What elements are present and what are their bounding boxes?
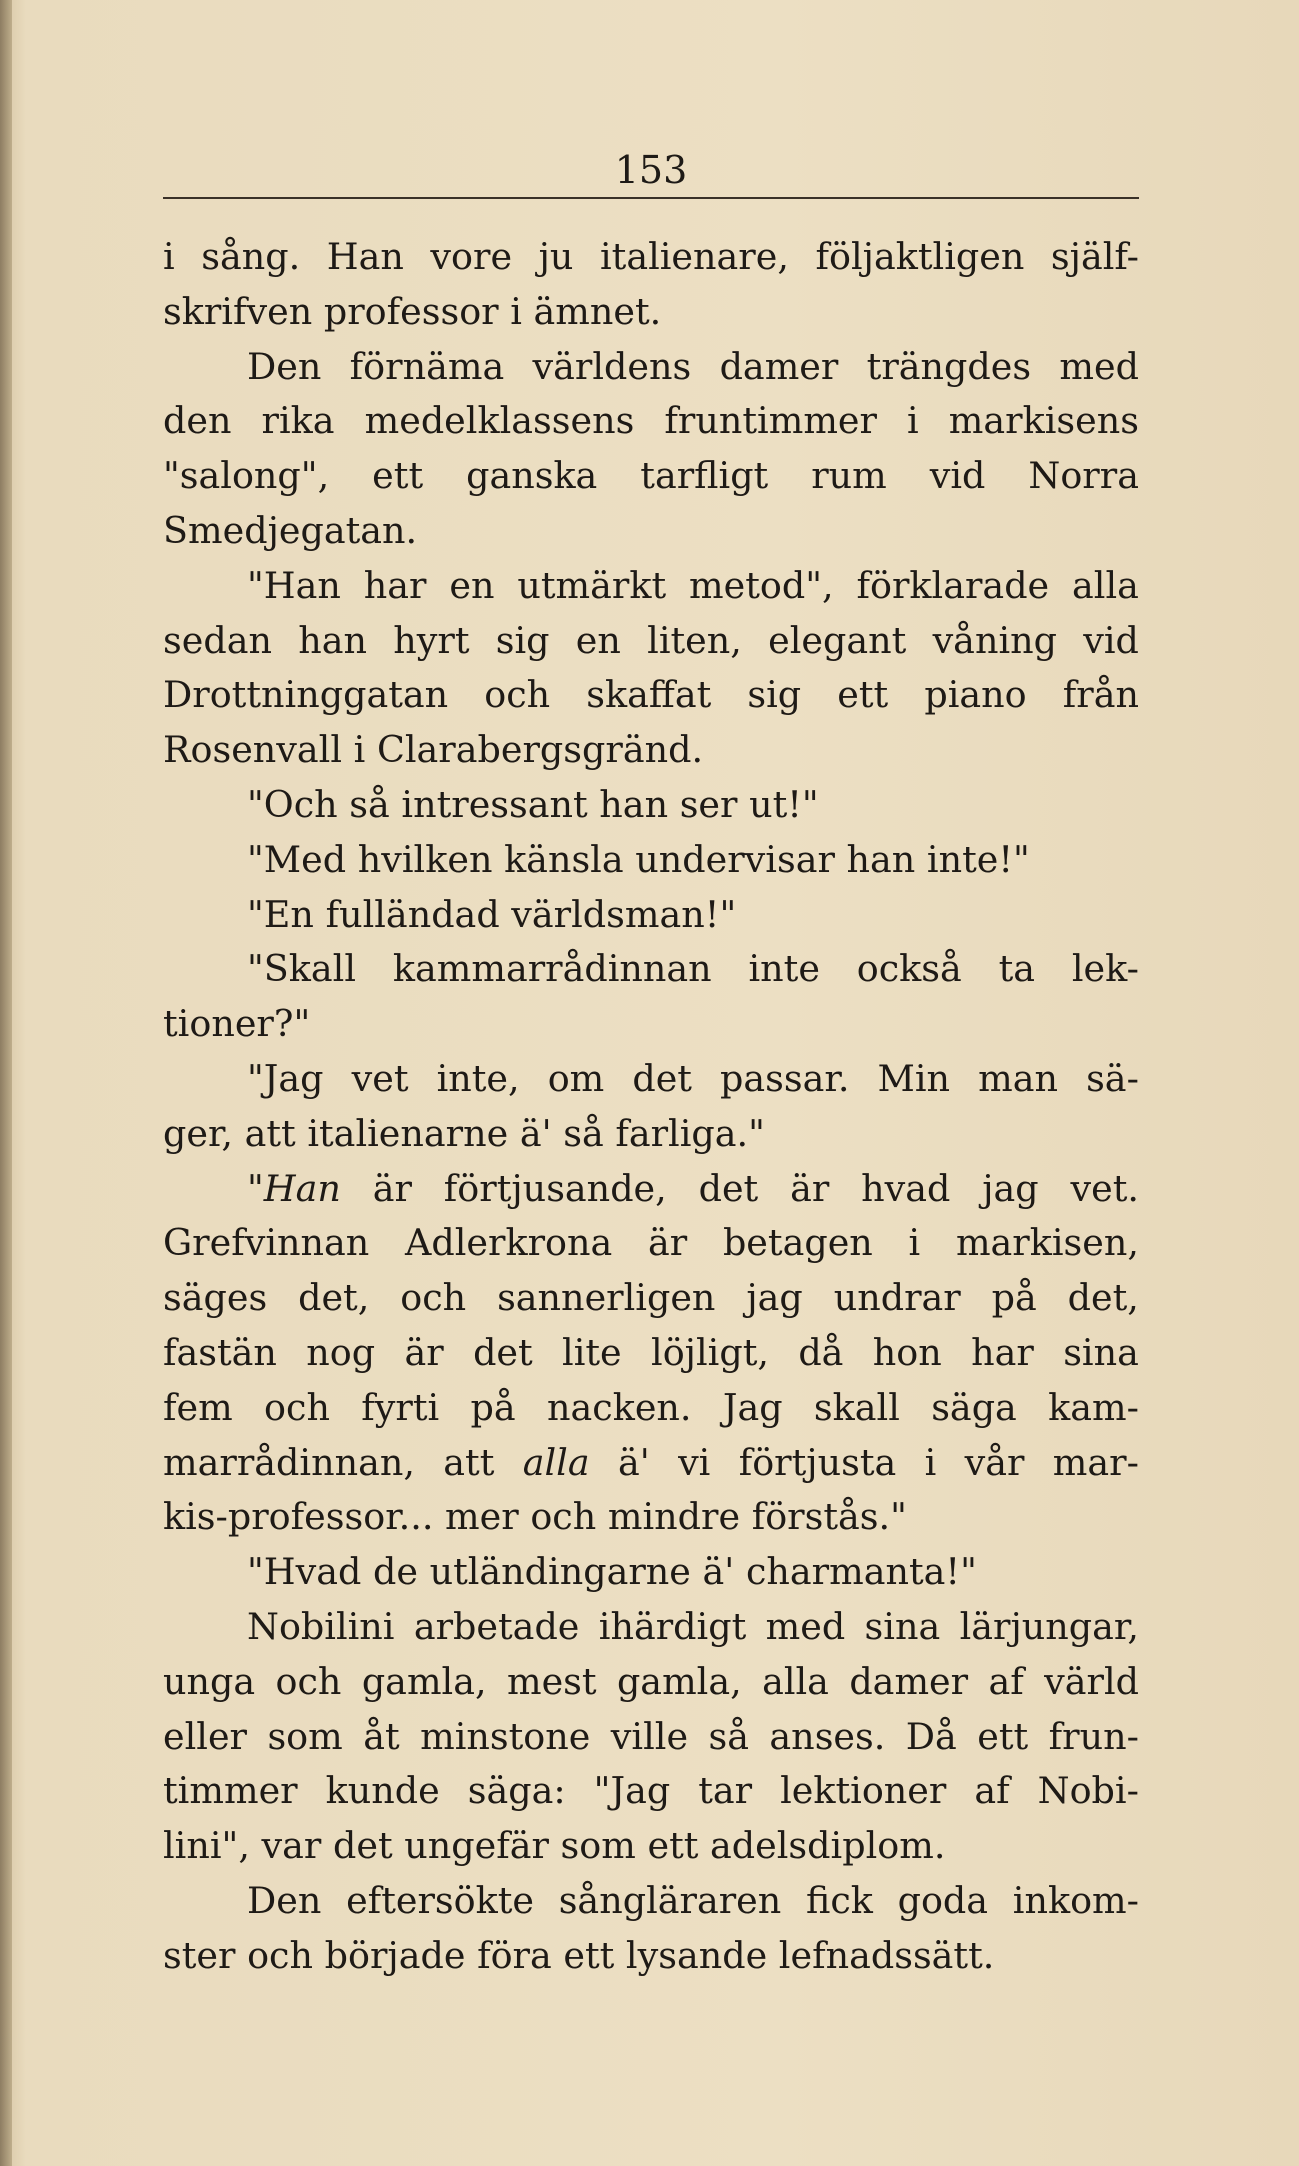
word: en xyxy=(575,618,621,662)
word: ju xyxy=(538,235,574,278)
word: med xyxy=(1059,344,1139,388)
word: Den xyxy=(247,1878,322,1922)
word: skall xyxy=(813,1385,900,1429)
word: intressant xyxy=(401,782,588,826)
word: och xyxy=(400,1276,467,1320)
word: mindre xyxy=(607,1495,741,1539)
text-line xyxy=(163,1764,1139,1819)
text-line xyxy=(163,1271,1139,1326)
word: och xyxy=(484,673,551,717)
word: adelsdiplom. xyxy=(710,1824,946,1868)
word: gamla, xyxy=(361,1659,487,1703)
word: förstås." xyxy=(751,1495,907,1539)
text-line xyxy=(163,285,1139,340)
word: skrifven xyxy=(163,289,313,333)
body-text xyxy=(163,230,1139,1984)
word: nog xyxy=(306,1330,376,1374)
word: tioner?" xyxy=(163,1002,311,1046)
word: Drottninggatan xyxy=(163,673,449,717)
word: rum xyxy=(811,454,887,498)
word: värld xyxy=(1044,1659,1139,1703)
word: en xyxy=(449,563,495,607)
word: ett xyxy=(563,1933,615,1977)
text-line xyxy=(163,1436,1139,1491)
word: säga: xyxy=(467,1769,566,1813)
word: på xyxy=(470,1385,516,1429)
word: våning xyxy=(932,618,1057,662)
word: sä- xyxy=(1086,1056,1139,1100)
word: professor xyxy=(323,289,499,333)
word: fem xyxy=(163,1385,233,1429)
word: själf- xyxy=(1050,235,1139,278)
word: om xyxy=(547,1056,605,1100)
word: ett xyxy=(647,1824,699,1868)
word: Rosenvall xyxy=(163,728,343,772)
word: som xyxy=(560,1824,636,1868)
word: så xyxy=(708,1714,749,1758)
word: förtjusta xyxy=(738,1440,897,1484)
word: det xyxy=(698,1166,759,1210)
word: hvilken xyxy=(357,837,493,881)
text-line xyxy=(163,1490,1139,1545)
word: i xyxy=(924,1440,937,1484)
word: lek- xyxy=(1071,947,1139,991)
word: och xyxy=(530,1495,597,1539)
text-line xyxy=(163,1874,1139,1929)
text-line xyxy=(163,1216,1139,1271)
word: italienarne xyxy=(307,1111,509,1155)
word: är xyxy=(648,1221,688,1265)
text-line xyxy=(163,1600,1139,1655)
word: vore xyxy=(430,235,513,278)
text-line xyxy=(163,340,1139,395)
word: farliga." xyxy=(615,1111,765,1155)
word: vet. xyxy=(1070,1166,1139,1210)
word: de xyxy=(372,1550,418,1594)
word: fyrti xyxy=(361,1385,440,1429)
text-line xyxy=(163,942,1139,997)
word: vet xyxy=(351,1056,409,1100)
word: vid xyxy=(929,454,986,498)
word: på xyxy=(991,1276,1037,1320)
text-line xyxy=(163,833,1139,888)
text-line xyxy=(163,614,1139,669)
word: lärjungar, xyxy=(959,1604,1139,1648)
word: "Jag xyxy=(247,1056,324,1100)
word: "Med xyxy=(247,837,347,881)
word: utmärkt xyxy=(517,563,667,607)
word: han xyxy=(846,837,916,881)
text-line xyxy=(163,1107,1139,1162)
word: markisens xyxy=(948,399,1139,443)
header-rule xyxy=(163,197,1139,199)
text-line xyxy=(163,1326,1139,1381)
word: fulländad xyxy=(325,892,500,936)
word: är xyxy=(790,1166,830,1210)
word: liten, xyxy=(647,618,742,662)
word: Grefvinnan xyxy=(163,1221,370,1265)
page-header xyxy=(163,148,1139,198)
word: Norra xyxy=(1028,454,1139,498)
word: Adlerkrona xyxy=(405,1221,613,1265)
text-line xyxy=(163,997,1139,1052)
word: eftersökte xyxy=(346,1878,534,1922)
word: åt xyxy=(363,1714,400,1758)
word: ä' xyxy=(702,1550,735,1594)
word: "Och xyxy=(247,782,338,826)
word: är xyxy=(372,1166,412,1210)
word: skaffat xyxy=(586,673,712,717)
word: sångläraren xyxy=(558,1878,782,1922)
text-line xyxy=(163,1381,1139,1436)
word: timmer xyxy=(163,1769,298,1813)
word: inte!" xyxy=(926,837,1030,881)
binding-edge xyxy=(0,0,12,2166)
word: damer xyxy=(849,1659,969,1703)
word: kis-professor... xyxy=(163,1495,434,1539)
word: ster xyxy=(163,1933,236,1977)
word: sig xyxy=(747,673,802,717)
text-line xyxy=(163,449,1139,504)
word: lysande xyxy=(625,1933,768,1977)
word: nacken. xyxy=(546,1385,692,1429)
word: Den xyxy=(247,344,322,388)
word: känsla xyxy=(504,837,624,881)
word: ä' xyxy=(617,1440,650,1484)
word: "salong", xyxy=(163,454,330,498)
word: ger, xyxy=(163,1111,234,1155)
word: förtjusande, xyxy=(443,1166,667,1210)
word: vi xyxy=(678,1440,711,1484)
word: elegant xyxy=(768,618,907,662)
word: lektioner xyxy=(780,1769,947,1813)
word: och xyxy=(247,1933,313,1977)
word: och xyxy=(264,1385,330,1429)
word: man xyxy=(978,1056,1059,1100)
word: undrar xyxy=(833,1276,961,1320)
word: kunde xyxy=(325,1769,440,1813)
word: så xyxy=(563,1111,604,1155)
text-line xyxy=(163,1655,1139,1710)
word: förklarade xyxy=(856,563,1050,607)
word: gamla, xyxy=(616,1659,742,1703)
word: jag xyxy=(982,1166,1039,1210)
text-line xyxy=(163,1929,1139,1984)
word: piano xyxy=(924,673,1027,717)
text-line xyxy=(163,394,1139,449)
text-line xyxy=(163,230,1139,285)
word: också xyxy=(856,947,962,991)
word: Min xyxy=(877,1056,951,1100)
word: i xyxy=(510,289,522,333)
text-line xyxy=(163,668,1139,723)
word: fruntimmer xyxy=(664,399,877,443)
word: italienare, xyxy=(599,235,789,278)
word: Då xyxy=(905,1714,957,1758)
word: "Han xyxy=(247,1166,341,1210)
word: anses. xyxy=(769,1714,886,1758)
word: att xyxy=(443,1440,495,1484)
word: mar- xyxy=(1052,1440,1139,1484)
text-line xyxy=(163,1052,1139,1107)
word: vid xyxy=(1083,618,1139,662)
word: att xyxy=(244,1111,296,1155)
word: "Skall xyxy=(247,947,357,991)
word: sina xyxy=(864,1604,941,1648)
word: ut!" xyxy=(749,782,819,826)
word: undervisar xyxy=(635,837,835,881)
word: den xyxy=(163,399,232,443)
word: sång. xyxy=(201,235,301,278)
word: kam- xyxy=(1048,1385,1139,1429)
word: lefnadssätt. xyxy=(778,1933,995,1977)
word: ser xyxy=(679,782,738,826)
word: ta xyxy=(998,947,1036,991)
word: var xyxy=(261,1824,322,1868)
text-line xyxy=(163,723,1139,778)
word: trängdes xyxy=(866,344,1032,388)
word: fick xyxy=(805,1878,873,1922)
word: det xyxy=(332,1824,393,1868)
text-line xyxy=(163,1545,1139,1600)
word: hon xyxy=(872,1330,942,1374)
word: arbetade xyxy=(413,1604,580,1648)
word: lini", xyxy=(163,1824,250,1868)
word: charmanta!" xyxy=(745,1550,977,1594)
word: har xyxy=(363,563,427,607)
word: inkom- xyxy=(1012,1878,1139,1922)
word: goda xyxy=(897,1878,989,1922)
text-line xyxy=(163,888,1139,943)
word: i xyxy=(908,1221,921,1265)
word: ämnet. xyxy=(533,289,662,333)
word: följaktligen xyxy=(815,235,1025,278)
word: minstone xyxy=(420,1714,591,1758)
word: "En xyxy=(247,892,314,936)
word: alla xyxy=(762,1659,829,1703)
word: säga xyxy=(931,1385,1017,1429)
word: Clarabergsgränd. xyxy=(376,728,704,772)
word: rika xyxy=(261,399,335,443)
word: "Jag xyxy=(593,1769,671,1813)
text-line xyxy=(163,559,1139,614)
word: har xyxy=(971,1330,1034,1374)
word: Jag xyxy=(722,1385,783,1429)
word: unga xyxy=(163,1659,256,1703)
word: lite xyxy=(562,1330,622,1374)
word: löjligt, xyxy=(651,1330,769,1374)
word: Nobilini xyxy=(247,1604,395,1648)
word: fastän xyxy=(163,1330,277,1374)
word: frun- xyxy=(1048,1714,1139,1758)
word: det, xyxy=(298,1276,370,1320)
word: med xyxy=(765,1604,846,1648)
word: alla xyxy=(1072,563,1139,607)
text-line xyxy=(163,504,1139,559)
word: utländingarne xyxy=(429,1550,691,1594)
word: "Hvad xyxy=(247,1550,362,1594)
word: det xyxy=(632,1056,692,1100)
word: mest xyxy=(506,1659,597,1703)
word: "Han xyxy=(247,563,341,607)
word: eller xyxy=(163,1714,247,1758)
word: ä' xyxy=(519,1111,552,1155)
word: då xyxy=(798,1330,844,1374)
word: betagen xyxy=(722,1221,873,1265)
word: Smedjegatan. xyxy=(163,508,418,552)
word: af xyxy=(988,1659,1024,1703)
word: Nobi- xyxy=(1037,1769,1139,1813)
word: han xyxy=(599,782,669,826)
word: sina xyxy=(1063,1330,1139,1374)
word: ville xyxy=(610,1714,689,1758)
word: det xyxy=(473,1330,533,1374)
word: sig xyxy=(495,618,550,662)
word: är xyxy=(404,1330,444,1374)
word: tarfligt xyxy=(640,454,769,498)
word: Han xyxy=(326,235,404,278)
word: i xyxy=(907,399,919,443)
text-line xyxy=(163,1819,1139,1874)
word: han xyxy=(298,618,367,662)
word: ungefär xyxy=(404,1824,549,1868)
word: sannerligen xyxy=(497,1276,716,1320)
word: hvad xyxy=(861,1166,951,1210)
word: i xyxy=(353,728,366,772)
word: tar xyxy=(698,1769,753,1813)
word: inte xyxy=(748,947,820,991)
word: i xyxy=(163,235,175,278)
word: vår xyxy=(964,1440,1025,1484)
word: som xyxy=(267,1714,343,1758)
word: ett xyxy=(372,454,424,498)
word: så xyxy=(349,782,390,826)
word: världens xyxy=(532,344,692,388)
text-line xyxy=(163,1162,1139,1217)
text-line xyxy=(163,778,1139,833)
word: medelklassens xyxy=(364,399,635,443)
word: mer xyxy=(445,1495,519,1539)
word: inte, xyxy=(436,1056,520,1100)
word: började xyxy=(324,1933,466,1977)
page-number: 153 xyxy=(614,148,688,192)
word: och xyxy=(275,1659,342,1703)
word: ihärdigt xyxy=(598,1604,747,1648)
word: jag xyxy=(746,1276,803,1320)
text-line xyxy=(163,1710,1139,1765)
word: ett xyxy=(837,673,889,717)
word: metod", xyxy=(689,563,834,607)
word: hyrt xyxy=(393,618,470,662)
word: damer xyxy=(719,344,839,388)
word: passar. xyxy=(720,1056,850,1100)
word: kammarrådinnan xyxy=(392,947,712,991)
word: alla xyxy=(522,1440,590,1484)
word: af xyxy=(974,1769,1010,1813)
word: sedan xyxy=(163,618,272,662)
word: föra xyxy=(477,1933,552,1977)
word: det, xyxy=(1067,1276,1139,1320)
word: ett xyxy=(977,1714,1029,1758)
word: markisen, xyxy=(955,1221,1139,1265)
word: förnäma xyxy=(349,344,505,388)
word: marrådinnan, xyxy=(163,1440,415,1484)
word: från xyxy=(1062,673,1139,717)
word: världsman!" xyxy=(511,892,737,936)
word: säges xyxy=(163,1276,268,1320)
word: ganska xyxy=(466,454,598,498)
